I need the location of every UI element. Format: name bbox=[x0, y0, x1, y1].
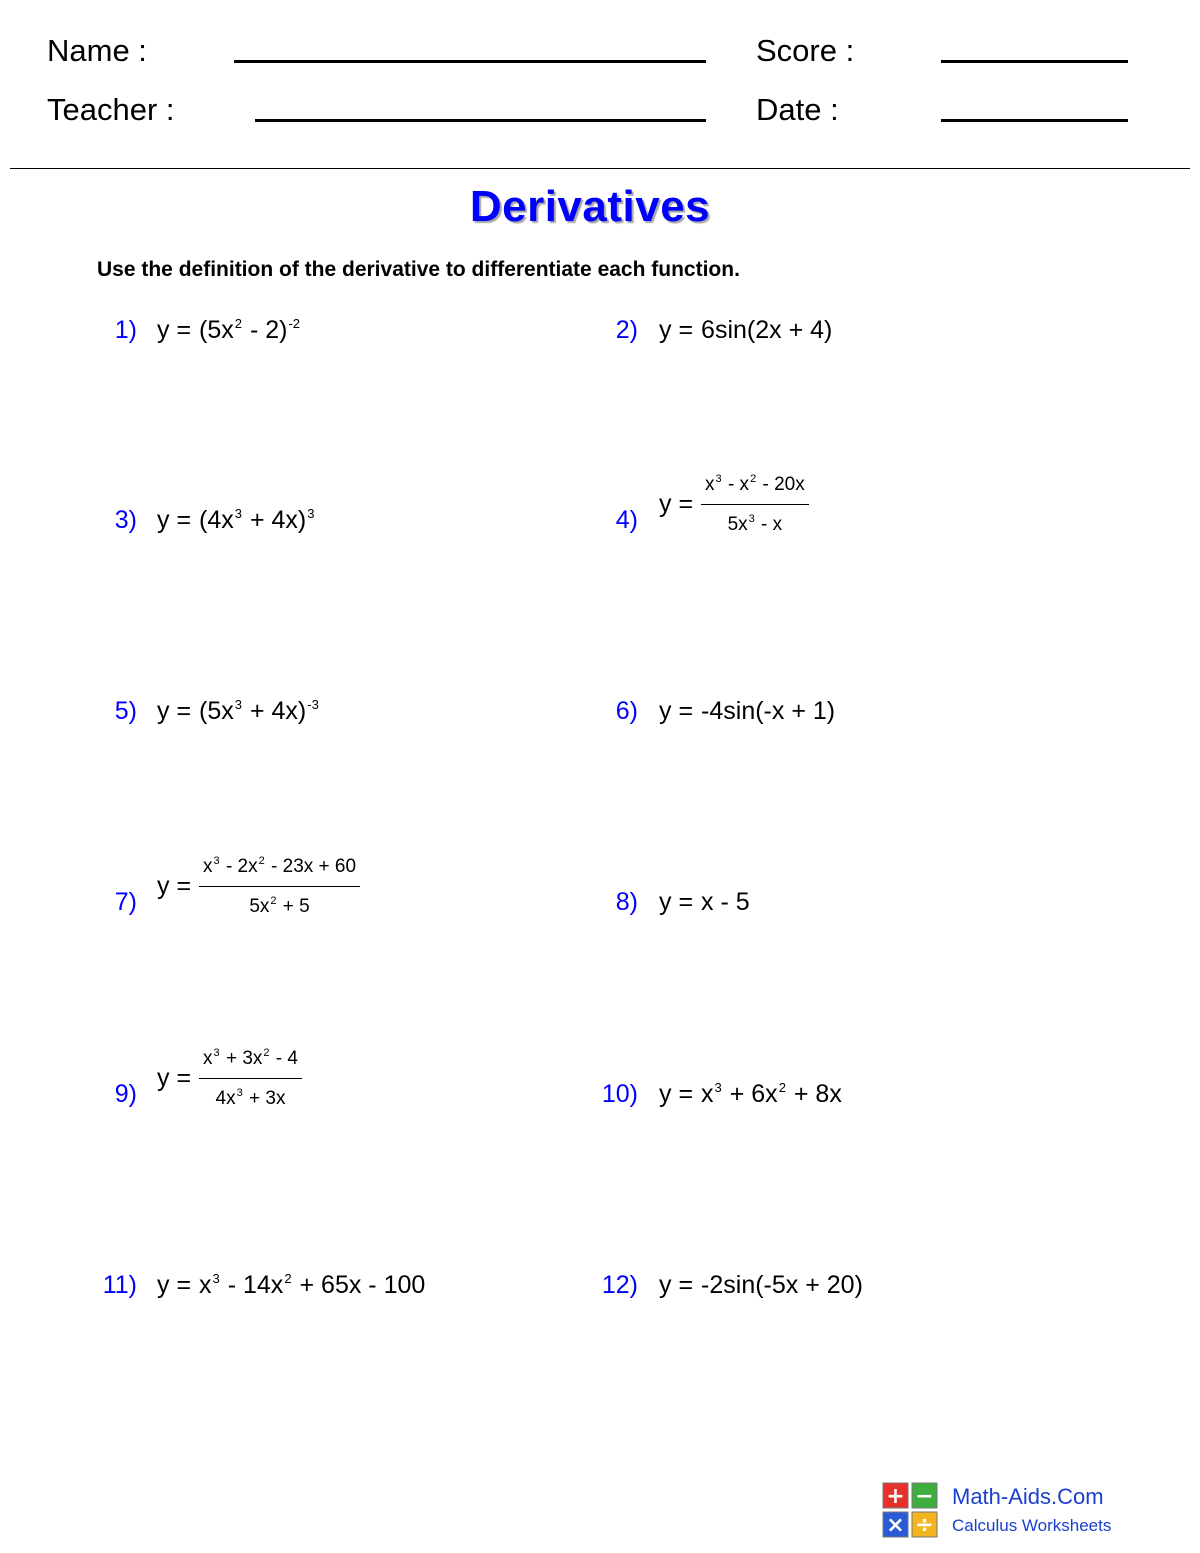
expression-text: - 20x bbox=[757, 474, 805, 495]
expression-text: - 23x + 60 bbox=[265, 856, 357, 877]
numerator bbox=[199, 1049, 302, 1078]
exponent: 2 bbox=[750, 473, 757, 485]
problem-equation bbox=[659, 1082, 842, 1107]
problem-equation bbox=[157, 699, 320, 724]
expression-text: - x bbox=[755, 514, 783, 535]
expression-text: -2sin(-5x + 20) bbox=[701, 1271, 863, 1299]
problem-equation bbox=[157, 857, 360, 916]
brand-name: Math-Aids.Com bbox=[952, 1484, 1104, 1509]
problem-equation bbox=[157, 1049, 302, 1108]
svg-text:+: + bbox=[886, 1484, 905, 1509]
equation-lhs: y = bbox=[157, 872, 192, 900]
instructions: Use the definition of the derivative to differentiate each function. bbox=[97, 258, 740, 281]
expression-text: x bbox=[705, 474, 715, 495]
exponent: 2 bbox=[234, 316, 243, 331]
problem-number: 8) bbox=[615, 888, 638, 916]
expression-text: + 3x bbox=[220, 1048, 263, 1069]
exponent: -2 bbox=[288, 316, 301, 331]
expression-text: - 2) bbox=[243, 316, 288, 344]
problem-equation bbox=[659, 475, 809, 534]
exponent: 3 bbox=[748, 513, 755, 525]
name-field[interactable] bbox=[234, 60, 706, 63]
problem-equation bbox=[157, 1273, 425, 1298]
equation-rhs bbox=[701, 318, 832, 343]
equation-rhs bbox=[199, 1273, 425, 1298]
equation-lhs: y = bbox=[659, 888, 694, 916]
problem-number: 2) bbox=[615, 316, 638, 344]
numerator bbox=[701, 475, 809, 504]
problem-number: 3) bbox=[114, 506, 137, 534]
exponent: 2 bbox=[263, 1047, 270, 1059]
problem-number: 9) bbox=[114, 1080, 137, 1108]
expression-text: (5x bbox=[199, 316, 234, 344]
problem-number: 1) bbox=[114, 316, 137, 344]
problem-number: 12) bbox=[601, 1271, 638, 1299]
problem-equation bbox=[157, 318, 301, 343]
expression-text: + 3x bbox=[243, 1088, 286, 1109]
math-aids-operators-icon bbox=[882, 1482, 938, 1538]
equation-rhs bbox=[199, 508, 315, 533]
expression-text: 5x bbox=[727, 514, 748, 535]
fraction bbox=[199, 857, 360, 916]
svg-text:÷: ÷ bbox=[915, 1513, 934, 1538]
name-label: Name : bbox=[47, 33, 147, 68]
problem-equation bbox=[157, 508, 315, 533]
expression-text: 6sin(2x + 4) bbox=[701, 316, 833, 344]
denominator bbox=[212, 1079, 290, 1108]
expression-text: - 2x bbox=[220, 856, 258, 877]
problem-equation bbox=[659, 890, 750, 915]
exponent: 3 bbox=[213, 1047, 220, 1059]
score-field[interactable] bbox=[941, 60, 1128, 63]
svg-text:×: × bbox=[886, 1513, 905, 1538]
expression-text: + 4x) bbox=[243, 506, 307, 534]
equation-lhs: y = bbox=[659, 1271, 694, 1299]
denominator bbox=[724, 505, 787, 534]
denominator bbox=[245, 887, 313, 916]
expression-text: - 4 bbox=[270, 1048, 298, 1069]
expression-text: x bbox=[203, 1048, 213, 1069]
expression-text: -4sin(-x + 1) bbox=[701, 697, 836, 725]
numerator bbox=[199, 857, 360, 886]
exponent: 3 bbox=[307, 506, 315, 521]
expression-text: + 6x bbox=[722, 1080, 778, 1108]
equation-rhs bbox=[701, 1273, 863, 1298]
expression-text: 4x bbox=[215, 1088, 236, 1109]
svg-text:−: − bbox=[915, 1484, 934, 1509]
expression-text: (5x bbox=[199, 697, 234, 725]
equation-lhs: y = bbox=[659, 490, 694, 518]
expression-text: + 4x) bbox=[243, 697, 307, 725]
expression-text: (4x bbox=[199, 506, 234, 534]
equation-lhs: y = bbox=[157, 506, 192, 534]
equation-lhs: y = bbox=[659, 316, 694, 344]
expression-text: x bbox=[203, 856, 213, 877]
expression-text: 5x bbox=[249, 896, 270, 917]
exponent: 3 bbox=[714, 1080, 722, 1095]
expression-text: - 14x bbox=[220, 1271, 284, 1299]
date-label: Date : bbox=[756, 92, 839, 127]
brand-subtitle: Calculus Worksheets bbox=[952, 1516, 1112, 1535]
page-title: Derivatives bbox=[469, 182, 711, 231]
exponent: 2 bbox=[778, 1080, 786, 1095]
equation-lhs: y = bbox=[157, 1271, 192, 1299]
expression-text: + 8x bbox=[786, 1080, 842, 1108]
exponent: 3 bbox=[213, 855, 220, 867]
equation-lhs: y = bbox=[157, 1064, 192, 1092]
exponent: 3 bbox=[236, 1087, 243, 1099]
expression-text: x bbox=[701, 1080, 714, 1108]
expression-text: x bbox=[199, 1271, 212, 1299]
fraction bbox=[701, 475, 809, 534]
equation-rhs bbox=[199, 318, 301, 343]
exponent: 3 bbox=[715, 473, 722, 485]
exponent: 3 bbox=[212, 1271, 220, 1286]
equation-lhs: y = bbox=[659, 1080, 694, 1108]
problem-number: 4) bbox=[615, 506, 638, 534]
problem-number: 5) bbox=[114, 697, 137, 725]
equation-rhs bbox=[701, 1082, 842, 1107]
expression-text: - x bbox=[722, 474, 750, 495]
equation-lhs: y = bbox=[157, 316, 192, 344]
exponent: -3 bbox=[307, 697, 319, 712]
problem-number: 10) bbox=[601, 1080, 638, 1108]
problem-number: 7) bbox=[114, 888, 137, 916]
teacher-field[interactable] bbox=[255, 119, 706, 122]
equation-rhs bbox=[199, 699, 320, 724]
header-divider bbox=[10, 168, 1190, 169]
exponent: 3 bbox=[234, 506, 243, 521]
problem-equation bbox=[659, 699, 835, 724]
equation-rhs bbox=[701, 890, 750, 915]
fraction bbox=[199, 1049, 302, 1108]
expression-text: x - 5 bbox=[701, 888, 750, 916]
equation-lhs: y = bbox=[157, 697, 192, 725]
exponent: 2 bbox=[270, 895, 277, 907]
expression-text: + 5 bbox=[277, 896, 310, 917]
expression-text: + 65x - 100 bbox=[292, 1271, 426, 1299]
exponent: 3 bbox=[234, 697, 243, 712]
teacher-label: Teacher : bbox=[47, 92, 175, 127]
date-field[interactable] bbox=[941, 119, 1128, 122]
problem-number: 6) bbox=[615, 697, 638, 725]
exponent: 2 bbox=[284, 1271, 292, 1286]
equation-lhs: y = bbox=[659, 697, 694, 725]
problem-equation bbox=[659, 1273, 863, 1298]
score-label: Score : bbox=[756, 33, 855, 68]
equation-rhs bbox=[701, 699, 835, 724]
problem-number: 11) bbox=[102, 1271, 137, 1299]
exponent: 2 bbox=[258, 855, 265, 867]
problem-equation bbox=[659, 318, 832, 343]
